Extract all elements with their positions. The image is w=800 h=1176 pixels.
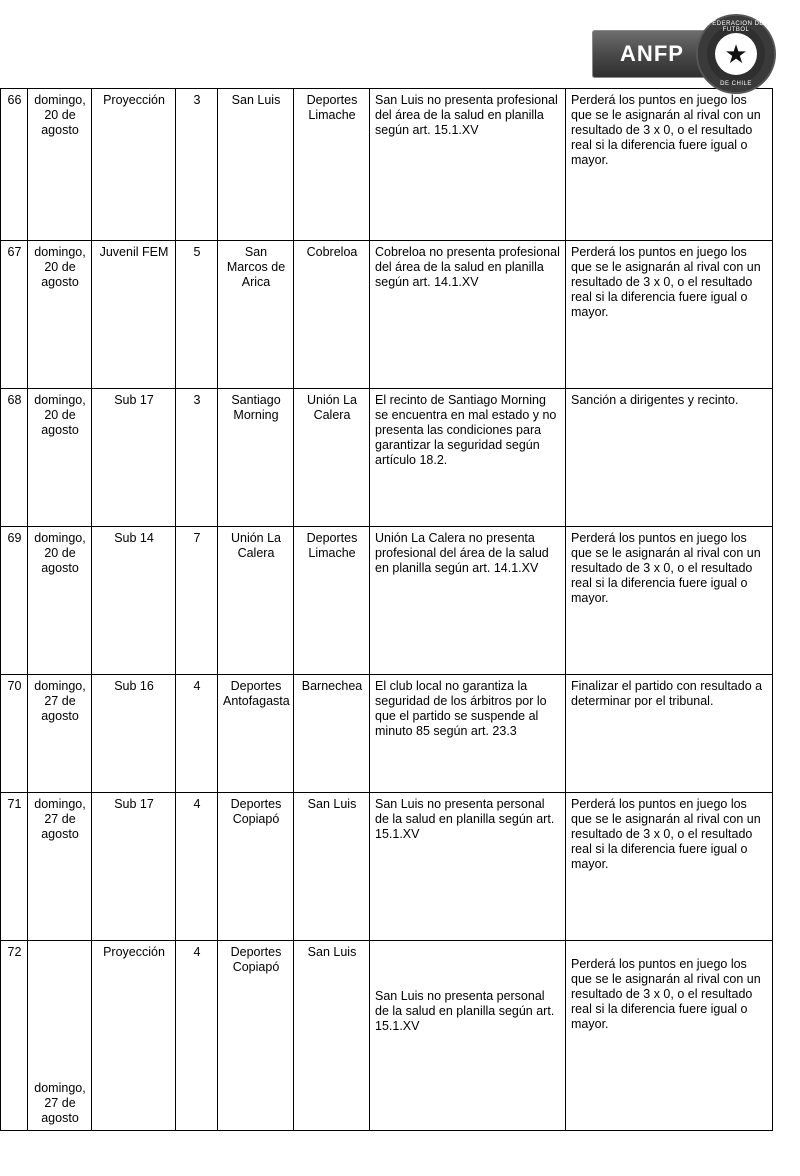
anfp-logo-text: ANFP bbox=[620, 41, 684, 66]
cell-series: Juvenil FEM bbox=[92, 241, 176, 389]
cell-away-team: Barnechea bbox=[294, 675, 370, 793]
cell-detail: Cobreloa no presenta profesional del área de la salud en planilla según art. 14.1.XV bbox=[370, 241, 566, 389]
cell-sanction: Perderá los puntos en juego los que se le asignarán al rival con un resultado de 3 x 0, o el resultado real si la diferencia fuere igual o mayor. bbox=[566, 793, 773, 941]
cell-matchday: 7 bbox=[176, 527, 218, 675]
cell-away-team: Deportes Limache bbox=[294, 89, 370, 241]
federacion-de-futbol-de-chile-badge bbox=[698, 16, 774, 92]
anfp-wordmark bbox=[592, 30, 712, 78]
table-row bbox=[1, 793, 773, 941]
cell-date: domingo, 20 de agosto bbox=[28, 89, 92, 241]
cell-number: 67 bbox=[1, 241, 28, 389]
cell-date: domingo, 27 de agosto bbox=[28, 675, 92, 793]
cell-away-team: Cobreloa bbox=[294, 241, 370, 389]
table-row bbox=[1, 241, 773, 389]
cell-date: domingo, 27 de agosto bbox=[28, 793, 92, 941]
cell-series: Proyección bbox=[92, 89, 176, 241]
cell-away-team: Unión La Calera bbox=[294, 389, 370, 527]
cell-home-team: Santiago Morning bbox=[218, 389, 294, 527]
cell-home-team: Deportes Copiapó bbox=[218, 793, 294, 941]
cell-home-team: Deportes Antofagasta bbox=[218, 675, 294, 793]
table-row bbox=[1, 389, 773, 527]
cell-home-team: Deportes Copiapó bbox=[218, 941, 294, 1131]
cell-number: 71 bbox=[1, 793, 28, 941]
table-row bbox=[1, 89, 773, 241]
cell-detail: San Luis no presenta profesional del área de la salud en planilla según art. 15.1.XV bbox=[370, 89, 566, 241]
cell-matchday: 3 bbox=[176, 89, 218, 241]
table-row bbox=[1, 675, 773, 793]
sanctions-table-container bbox=[0, 88, 800, 1131]
cell-detail: El club local no garantiza la seguridad de los árbitros por lo que el partido se suspende al minuto 85 según art. 23.3 bbox=[370, 675, 566, 793]
cell-series: Sub 14 bbox=[92, 527, 176, 675]
anfp-logo bbox=[592, 16, 774, 92]
cell-number: 69 bbox=[1, 527, 28, 675]
cell-series: Sub 17 bbox=[92, 793, 176, 941]
cell-matchday: 4 bbox=[176, 793, 218, 941]
cell-number: 66 bbox=[1, 89, 28, 241]
badge-bottom-label: DE CHILE bbox=[720, 81, 752, 87]
cell-detail: San Luis no presenta personal de la salud en planilla según art. 15.1.XV bbox=[370, 793, 566, 941]
cell-sanction: Perderá los puntos en juego los que se le asignarán al rival con un resultado de 3 x 0, o el resultado real si la diferencia fuere igual o mayor. bbox=[566, 527, 773, 675]
table-row bbox=[1, 527, 773, 675]
cell-home-team: Unión La Calera bbox=[218, 527, 294, 675]
cell-home-team: San Marcos de Arica bbox=[218, 241, 294, 389]
star-icon: ★ bbox=[724, 39, 748, 69]
cell-sanction: Finalizar el partido con resultado a determinar por el tribunal. bbox=[566, 675, 773, 793]
cell-sanction: Perderá los puntos en juego los que se le asignarán al rival con un resultado de 3 x 0, o el resultado real si la diferencia fuere igual o mayor. bbox=[566, 241, 773, 389]
cell-sanction: Perderá los puntos en juego los que se le asignarán al rival con un resultado de 3 x 0, o el resultado real si la diferencia fuere igual o mayor. bbox=[566, 89, 773, 241]
cell-detail: El recinto de Santiago Morning se encuentra en mal estado y no presenta las condiciones para garantizar la seguridad según artículo 18.2. bbox=[370, 389, 566, 527]
cell-date: domingo, 27 de agosto bbox=[28, 941, 92, 1131]
cell-away-team: San Luis bbox=[294, 941, 370, 1131]
cell-date: domingo, 20 de agosto bbox=[28, 241, 92, 389]
badge-top-label: FEDERACION DE FUTBOL bbox=[708, 21, 764, 33]
cell-series: Proyección bbox=[92, 941, 176, 1131]
cell-home-team: San Luis bbox=[218, 89, 294, 241]
cell-away-team: San Luis bbox=[294, 793, 370, 941]
cell-series: Sub 16 bbox=[92, 675, 176, 793]
cell-matchday: 5 bbox=[176, 241, 218, 389]
cell-away-team: Deportes Limache bbox=[294, 527, 370, 675]
cell-date: domingo, 20 de agosto bbox=[28, 527, 92, 675]
cell-number: 72 bbox=[1, 941, 28, 1131]
cell-matchday: 4 bbox=[176, 675, 218, 793]
cell-date: domingo, 20 de agosto bbox=[28, 389, 92, 527]
cell-number: 68 bbox=[1, 389, 28, 527]
cell-sanction: Perderá los puntos en juego los que se le asignarán al rival con un resultado de 3 x 0, o el resultado real si la diferencia fuere igual o mayor. bbox=[566, 941, 773, 1131]
cell-detail: Unión La Calera no presenta profesional del área de la salud en planilla según art. 14.1.XV bbox=[370, 527, 566, 675]
cell-number: 70 bbox=[1, 675, 28, 793]
cell-matchday: 4 bbox=[176, 941, 218, 1131]
table-row bbox=[1, 941, 773, 1131]
cell-detail: San Luis no presenta personal de la salud en planilla según art. 15.1.XV bbox=[370, 941, 566, 1131]
cell-series: Sub 17 bbox=[92, 389, 176, 527]
document-header bbox=[0, 0, 800, 88]
sanctions-table bbox=[0, 88, 773, 1131]
cell-matchday: 3 bbox=[176, 389, 218, 527]
cell-sanction: Sanción a dirigentes y recinto. bbox=[566, 389, 773, 527]
